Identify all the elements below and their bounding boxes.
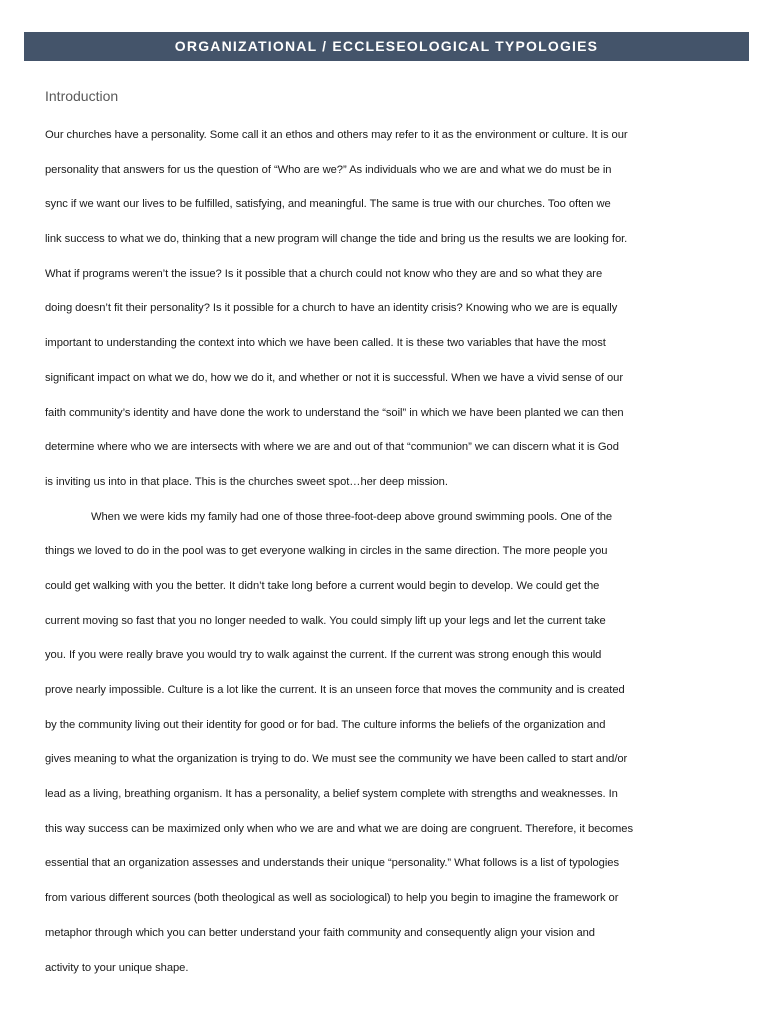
text-line: current moving so fast that you no longer needed to walk. You could simply lift up your legs and let the current take [45,614,606,627]
text-line: Our churches have a personality. Some call it an ethos and others may refer to it as the environment or culture. It is our [45,129,628,141]
text-line: determine where who we are intersects with where we are and out of that “communion” we can discern what it is God [45,441,619,454]
body-text [45,118,735,985]
text-line: link success to what we do, thinking that a new program will change the tide and bring us the results we are looking for. [45,233,628,246]
text-line: faith community’s identity and have done the work to understand the “soil” in which we have been planted we can then [45,406,624,419]
text-line: essential that an organization assesses and understands their unique “personality.” What follows is a list of typologies [45,857,619,870]
text-line: could get walking with you the better. It didn’t take long before a current would begin to develop. We could get the [45,579,600,592]
text-line: doing doesn’t fit their personality? Is it possible for a church to have an identity crisis? Knowing who we are is equally [45,302,618,315]
text-line: metaphor through which you can better understand your faith community and consequently align your vision and [45,926,595,939]
text-line: sync if we want our lives to be fulfilled, satisfying, and meaningful. The same is true with our churches. Too often we [45,198,611,211]
text-line: things we loved to do in the pool was to get everyone walking in circles in the same direction. The more people you [45,545,608,558]
paragraph-1 [45,118,735,500]
text-line: activity to your unique shape. [45,961,189,974]
text-line: gives meaning to what the organization is trying to do. We must see the community we have been called to start and/or [45,753,628,766]
text-line: this way success can be maximized only when who we are and what we are doing are congruent. Therefore, it becomes [45,822,634,835]
text-line: important to understanding the context into which we have been called. It is these two variables that have the most [45,337,606,350]
section-heading: Introduction [45,88,119,104]
text-line: significant impact on what we do, how we do it, and whether or not it is successful. When we have a vivid sense of our [45,371,624,384]
document-title: ORGANIZATIONAL / ECCLESEOLOGICAL TYPOLOGIES [24,32,749,61]
text-line: by the community living out their identity for good or for bad. The culture informs the beliefs of the organization and [45,718,606,731]
text-line: When we were kids my family had one of those three-foot-deep above ground swimming pools. One of the [91,510,613,523]
text-line: personality that answers for us the question of “Who are we?” As individuals who we are and what we do must be in [45,163,612,176]
paragraph-2 [45,500,735,986]
text-line: lead as a living, breathing organism. It has a personality, a belief system complete with strengths and weaknesses. In [45,788,618,801]
text-line: from various different sources (both theological as well as sociological) to help you begin to imagine the framework or [45,892,619,905]
text-line: you. If you were really brave you would try to walk against the current. If the current was strong enough this would [45,649,602,662]
text-line: prove nearly impossible. Culture is a lot like the current. It is an unseen force that moves the community and is created [45,684,625,696]
text-line: What if programs weren’t the issue? Is it possible that a church could not know who they are and so what they are [45,267,603,280]
text-line: is inviting us into in that place. This is the churches sweet spot…her deep mission. [45,475,448,488]
